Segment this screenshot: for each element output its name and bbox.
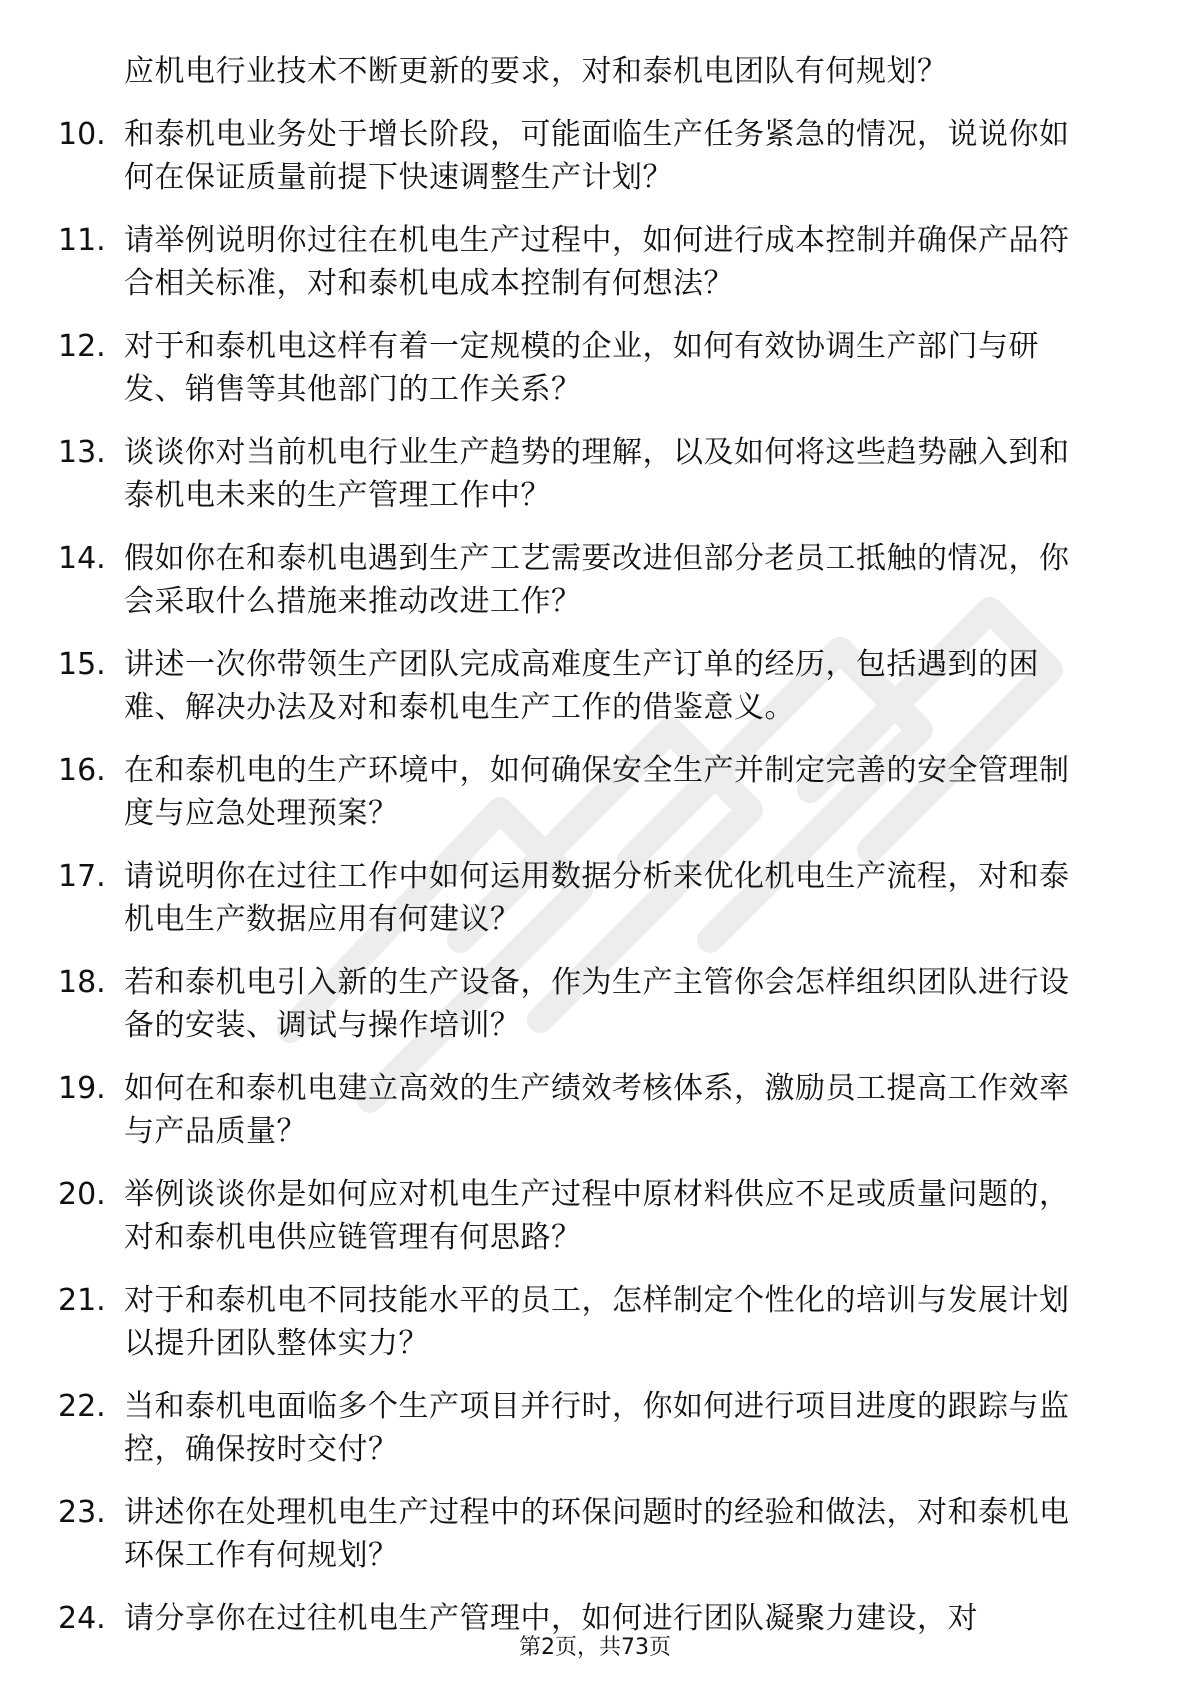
question-text: 当和泰机电面临多个生产项目并行时，你如何进行项目进度的跟踪与监控，确保按时交付？ <box>124 1389 1070 1467</box>
list-item <box>58 855 1098 941</box>
question-number: 15. <box>58 647 106 682</box>
question-text: 请说明你在过往工作中如何运用数据分析来优化机电生产流程，对和泰机电生产数据应用有何建议？ <box>124 859 1070 937</box>
list-item <box>58 1491 1098 1577</box>
list-item <box>58 113 1098 199</box>
question-number: 12. <box>58 329 106 364</box>
question-text: 对于和泰机电这样有着一定规模的企业，如何有效协调生产部门与研发、销售等其他部门的工作关系？ <box>124 329 1039 407</box>
list-item <box>58 537 1098 623</box>
list-item <box>58 1173 1098 1259</box>
question-number: 10. <box>58 117 106 152</box>
list-item <box>58 643 1098 729</box>
question-number: 23. <box>58 1495 106 1530</box>
question-number: 17. <box>58 859 106 894</box>
question-text: 举例谈谈你是如何应对机电生产过程中原材料供应不足或质量问题的，对和泰机电供应链管理有何思路？ <box>124 1177 1070 1255</box>
question-text: 如何在和泰机电建立高效的生产绩效考核体系，激励员工提高工作效率与产品质量？ <box>124 1071 1070 1149</box>
question-content <box>58 50 1098 1660</box>
question-number: 13. <box>58 435 106 470</box>
list-item <box>58 219 1098 305</box>
question-text: 假如你在和泰机电遇到生产工艺需要改进但部分老员工抵触的情况，你会采取什么措施来推动改进工作？ <box>124 541 1070 619</box>
question-text: 和泰机电业务处于增长阶段，可能面临生产任务紧急的情况，说说你如何在保证质量前提下快速调整生产计划？ <box>124 117 1070 195</box>
question-number: 14. <box>58 541 106 576</box>
question-number: 24. <box>58 1601 106 1636</box>
question-number: 16. <box>58 753 106 788</box>
question-text: 请举例说明你过往在机电生产过程中，如何进行成本控制并确保产品符合相关标准，对和泰机电成本控制有何想法？ <box>124 223 1070 301</box>
list-item <box>58 1067 1098 1153</box>
question-number: 20. <box>58 1177 106 1212</box>
list-item <box>58 749 1098 835</box>
question-number: 19. <box>58 1071 106 1106</box>
list-item <box>58 325 1098 411</box>
page-number-footer: 第2页，共73页 <box>519 1635 671 1660</box>
list-item <box>58 431 1098 517</box>
question-number: 21. <box>58 1283 106 1318</box>
list-item <box>58 1279 1098 1365</box>
continued-question-text: 应机电行业技术不断更新的要求，对和泰机电团队有何规划？ <box>124 54 948 89</box>
question-number: 11. <box>58 223 106 258</box>
list-item <box>58 1385 1098 1471</box>
question-number: 22. <box>58 1389 106 1424</box>
question-text: 讲述你在处理机电生产过程中的环保问题时的经验和做法，对和泰机电环保工作有何规划？ <box>124 1495 1070 1573</box>
question-text: 对于和泰机电不同技能水平的员工，怎样制定个性化的培训与发展计划以提升团队整体实力？ <box>124 1283 1070 1361</box>
question-text: 谈谈你对当前机电行业生产趋势的理解，以及如何将这些趋势融入到和泰机电未来的生产管理工作中？ <box>124 435 1070 513</box>
list-item <box>58 961 1098 1047</box>
question-list <box>58 113 1098 1640</box>
question-text: 在和泰机电的生产环境中，如何确保安全生产并制定完善的安全管理制度与应急处理预案？ <box>124 753 1070 831</box>
question-text: 请分享你在过往机电生产管理中，如何进行团队凝聚力建设，对 <box>124 1601 978 1636</box>
question-number: 18. <box>58 965 106 1000</box>
question-text: 讲述一次你带领生产团队完成高难度生产订单的经历，包括遇到的困难、解决办法及对和泰机电生产工作的借鉴意义。 <box>124 647 1039 725</box>
question-text: 若和泰机电引入新的生产设备，作为生产主管你会怎样组织团队进行设备的安装、调试与操作培训？ <box>124 965 1070 1043</box>
